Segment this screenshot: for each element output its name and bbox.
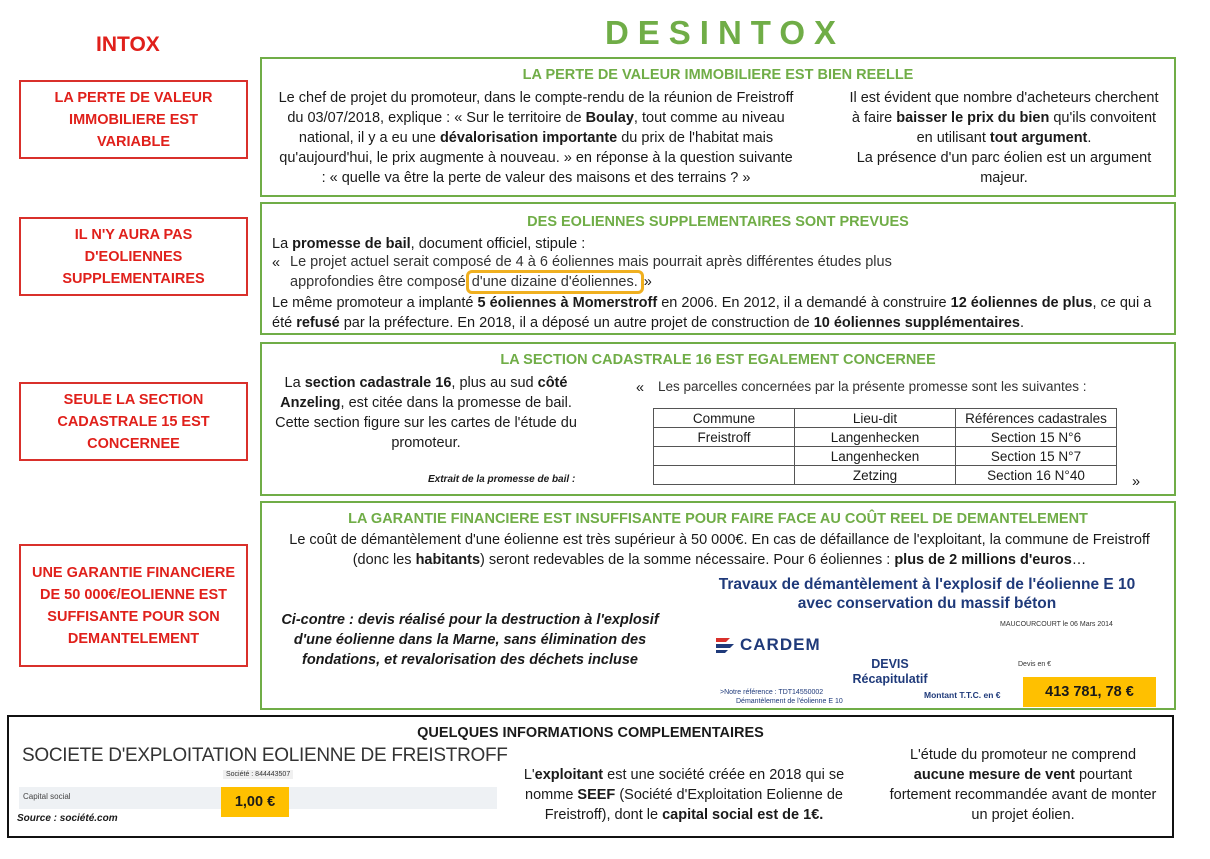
source-note: Source : société.com — [17, 813, 118, 824]
table-row: Langenhecken Section 15 N°7 — [654, 447, 1117, 466]
cardem-logo: CARDEM — [714, 635, 821, 655]
table-header-row: Commune Lieu-dit Références cadastrales — [654, 409, 1117, 428]
company-ref: Société : 844443507 — [223, 770, 293, 779]
desintox-title: DESINTOX — [604, 14, 846, 51]
quote-close: » — [1132, 474, 1141, 490]
intox-title: INTOX — [96, 33, 160, 56]
section-body: Le même promoteur a implanté 5 éoliennes à Momerstroff en 2006. En 2012, il a demandé à construire 12 éoliennes de plus, ce qui a été refusé par la préfecture. En 2018, il a déposé un autre projet de construction de 10 éoliennes supplémentaires. — [272, 295, 1152, 331]
capital-label: Capital social — [23, 792, 71, 801]
desintox-section-cadastral — [260, 342, 1176, 496]
cardem-logo-icon — [714, 636, 736, 654]
section-right-text: Il est évident que nombre d'acheteurs cherchent à faire baisser le prix du bien qu'ils convoitent en utilisant tout argument. La présence d'un parc éolien est un argument majeur. — [849, 90, 1159, 186]
info-middle-text: L'exploitant est une société créée en 2018 qui se nomme SEEF (Société d'Exploitation Eolienne de Freistroff), dont le capital social est de 1€. — [523, 767, 845, 823]
desintox-section-extra-turbines — [260, 202, 1176, 335]
lease-quote-scan: Le projet actuel serait composé de 4 à 6 éoliennes mais pourrait après différentes études plus approfondies être composé d'une dizaine d'éoliennes. » — [290, 254, 892, 290]
capital-value: 1,00 € — [221, 787, 289, 817]
devis-reference: >Notre référence : TDT14550002 Démantèlement de l'éolienne E 10 — [720, 689, 843, 705]
table-row: Zetzing Section 16 N°40 — [654, 466, 1117, 485]
info-title: QUELQUES INFORMATIONS COMPLEMENTAIRES — [417, 725, 764, 741]
intox-item-financial-guarantee: UNE GARANTIE FINANCIERE DE 50 000€/EOLIENNE EST SUFFISANTE POUR SON DEMANTELEMENT — [19, 544, 248, 667]
intox-item-no-extra-turbines: IL N'Y AURA PAS D'EOLIENNES SUPPLEMENTAIRES — [19, 217, 248, 296]
quote-open: « — [636, 380, 645, 396]
devis-currency: Devis en € — [1018, 661, 1052, 668]
table-row: Freistroff Langenhecken Section 15 N°6 — [654, 428, 1117, 447]
section-left-text: Le chef de projet du promoteur, dans le compte-rendu de la réunion de Freistroff du 03/07/2018, explique : « Sur le territoire de Boulay, tout comme au niveau national, il y a eu une dévalorisation importante du prix de l'habitat mais qu'aujourd'hui, le prix augmente à nouveau. » en réponse à la question suivante : « quelle va être la perte de valeur des maisons et des terrains ? » — [278, 90, 794, 186]
cadastral-table — [653, 408, 1117, 485]
section-text: La section cadastrale 16, plus au sud côté Anzeling, est citée dans la promesse de bail. Cette section figure sur les cartes de l'étude du promoteur. — [275, 375, 577, 451]
quote-open: « — [272, 255, 281, 271]
parcels-intro-scan: Les parcelles concernées par la présente promesse sont les suivantes : — [658, 379, 1087, 394]
section-title: LA SECTION CADASTRALE 16 EST EGALEMENT CONCERNEE — [500, 352, 936, 368]
section-title: LA GARANTIE FINANCIERE EST INSUFFISANTE POUR FAIRE FACE AU COÛT REEL DE DEMANTELEMENT — [348, 511, 1088, 527]
desintox-section-guarantee — [260, 501, 1176, 710]
section-intro: La promesse de bail, document officiel, stipule : — [272, 236, 586, 252]
devis-label: DEVIS Récapitulatif — [852, 657, 928, 686]
desintox-section-property-value — [260, 57, 1176, 197]
highlighted-phrase: d'une dizaine d'éoliennes. — [471, 274, 638, 290]
devis-total-value: 413 781, 78 € — [1023, 677, 1156, 707]
section-title: DES EOLIENNES SUPPLEMENTAIRES SONT PREVUES — [527, 214, 909, 230]
extract-caption: Extrait de la promesse de bail : — [428, 474, 576, 485]
intox-item-section-15: SEULE LA SECTION CADASTRALE 15 EST CONCERNEE — [19, 382, 248, 461]
section-title: LA PERTE DE VALEUR IMMOBILIERE EST BIEN REELLE — [522, 67, 914, 83]
devis-heading: Travaux de démantèlement à l'explosif de l'éolienne E 10 avec conservation du massif béton — [718, 576, 1136, 612]
devis-note: Ci-contre : devis réalisé pour la destruction à l'explosif d'une éolienne dans la Marne, sans élimination des fondations, et revalorisation des déchets incluse — [281, 612, 659, 668]
company-name-scan: SOCIETE D'EXPLOITATION EOLIENNE DE FREISTROFF — [22, 745, 508, 766]
info-box — [7, 715, 1174, 838]
devis-date: MAUCOURCOURT le 06 Mars 2014 — [1000, 621, 1113, 628]
devis-total-label: Montant T.T.C. en € — [924, 690, 1001, 700]
info-right-text: L'étude du promoteur ne comprend aucune mesure de vent pourtant fortement recommandée avant de monter un projet éolien. — [889, 747, 1157, 823]
intox-item-property-value: LA PERTE DE VALEUR IMMOBILIERE EST VARIABLE — [19, 80, 248, 159]
section-text: Le coût de démantèlement d'une éolienne est très supérieur à 50 000€. En cas de défaillance de l'exploitant, la commune de Freistroff (donc les habitants) seront redevables de la somme nécessaire. Pour 6 éoliennes : plus de 2 millions d'euros… — [289, 532, 1150, 568]
